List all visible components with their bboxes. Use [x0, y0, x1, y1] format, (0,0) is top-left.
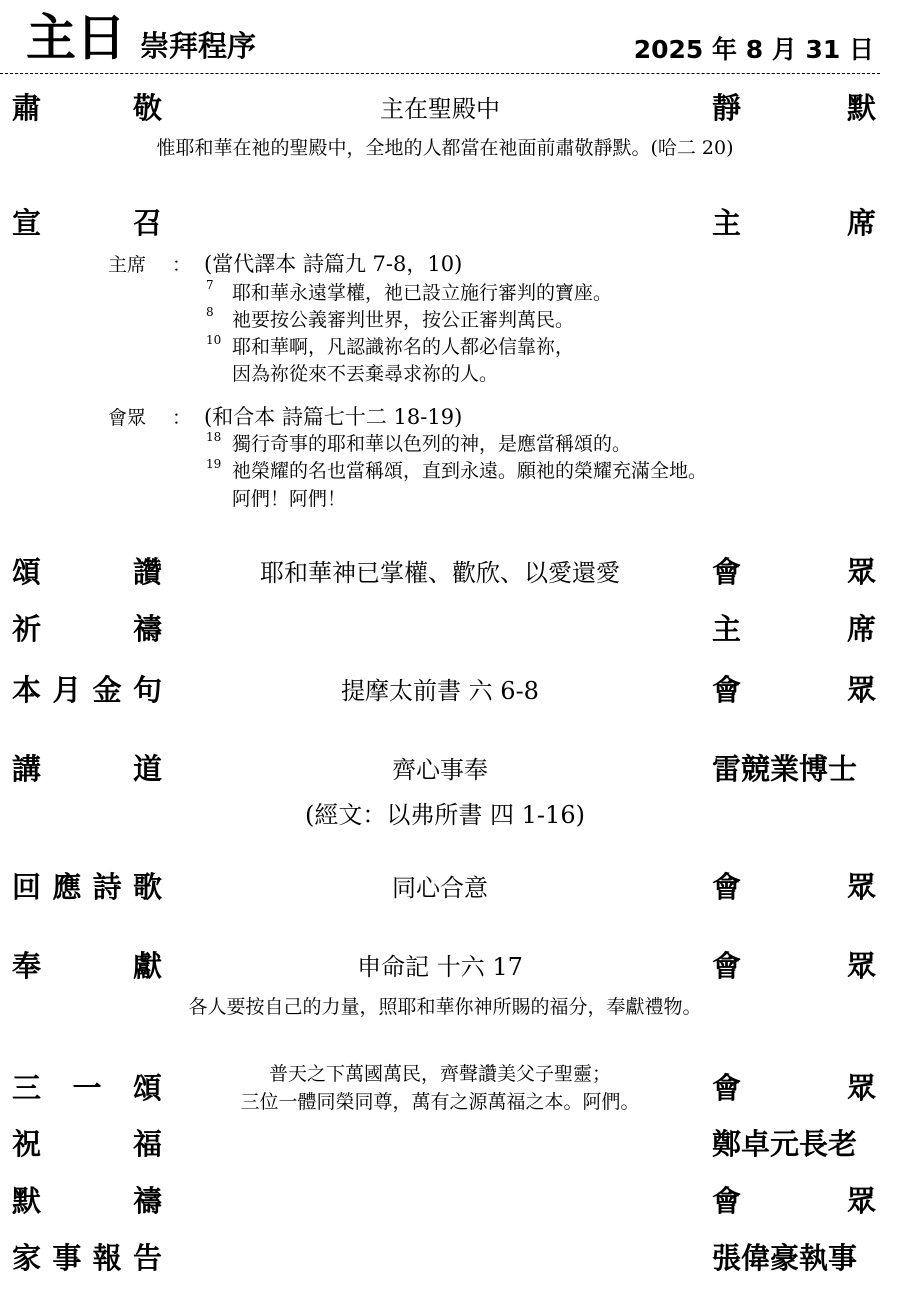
- item-title: 主在聖殿中: [380, 94, 500, 123]
- item-title: 耶和華神已掌權、歡欣、以愛還愛: [260, 558, 620, 587]
- verse-text: 獨行奇事的耶和華以色列的神，是應當稱頌的。: [232, 433, 632, 455]
- service-date: 2025 年 8 月 31 日: [633, 35, 874, 64]
- item-silent-prayer: [0, 1177, 904, 1221]
- item-label: 家 事 報 告: [12, 1240, 162, 1275]
- sermon-scripture: (經文：以弗所書 四 1-16): [305, 801, 585, 829]
- item-golden-verse: [0, 666, 904, 710]
- page-title: 主日: [26, 9, 126, 67]
- item-leader: 會 眾: [712, 948, 876, 983]
- item-label: 肅 敬: [12, 90, 162, 125]
- item-leader: 靜 默: [712, 90, 876, 125]
- item-title: 同心合意: [392, 873, 488, 902]
- item-silence: [0, 84, 904, 128]
- item-label: 奉 獻: [12, 948, 162, 983]
- verse-number: 18: [206, 430, 222, 444]
- item-deacon: 張偉豪執事: [712, 1240, 858, 1275]
- verse-text: 祂榮耀的名也當稱頌，直到永遠。願祂的榮耀充滿全地。: [232, 460, 708, 482]
- verse-text: 祂要按公義審判世界，按公正審判萬民。: [232, 309, 575, 331]
- reading-leader-label: 主席: [108, 254, 147, 276]
- sermon-title: 齊心事奉: [392, 755, 488, 784]
- item-leader: 會 眾: [712, 672, 876, 707]
- reading-colon: ：: [172, 407, 192, 429]
- verse-text: 耶和華啊，凡認識祢名的人都必信靠祢，: [232, 336, 575, 358]
- item-announcements: [0, 1234, 904, 1278]
- item-benediction: [0, 1120, 904, 1164]
- item-label: 三 一 頌: [12, 1070, 162, 1105]
- item-label: 頌 讚: [12, 554, 162, 589]
- item-praise: [0, 548, 904, 592]
- item-label: 講 道: [12, 751, 162, 786]
- item-leader: 會 眾: [712, 1183, 876, 1218]
- reading-congregation-label: 會眾: [108, 407, 147, 429]
- item-call: [0, 199, 904, 243]
- item-sermon: [0, 745, 904, 789]
- verse-number: 8: [206, 305, 214, 319]
- item-leader: 會 眾: [712, 554, 876, 589]
- item-preacher: 雷競業博士: [712, 751, 858, 786]
- item-label: 祈 禱: [12, 611, 162, 646]
- verse-text: 阿們！阿們！: [232, 488, 347, 510]
- reading-leader-ref: (當代譯本 詩篇九 7-8，10): [204, 252, 463, 276]
- item-minister: 鄭卓元長老: [712, 1126, 858, 1161]
- item-response: [0, 863, 904, 907]
- item-label: 本 月 金 句: [12, 672, 162, 707]
- item-prayer: [0, 605, 904, 649]
- item-title: 申命記 十六 17: [357, 952, 523, 981]
- item-title: 提摩太前書 六 6-8: [341, 676, 539, 705]
- item-label: 回 應 詩 歌: [12, 869, 162, 904]
- silence-note: 惟耶和華在祂的聖殿中，全地的人都當在祂面前肅敬靜默。(哈二 20): [156, 137, 734, 159]
- item-label: 宣 召: [12, 205, 162, 240]
- item-leader: 主 席: [712, 205, 876, 240]
- item-label: 祝 福: [12, 1126, 162, 1161]
- verse-number: 10: [206, 333, 222, 347]
- reading-congregation-ref: (和合本 詩篇七十二 18-19): [204, 405, 463, 429]
- page-subtitle: 崇拜程序: [140, 29, 257, 63]
- item-leader: 會 眾: [712, 1070, 876, 1105]
- verse-number: 7: [206, 278, 214, 292]
- doxology-lyric-line-1: 普天之下萬國萬民，齊聲讚美父子聖靈；: [268, 1063, 611, 1085]
- item-label: 默 禱: [12, 1183, 162, 1218]
- verse-text: 因為祢從來不丟棄尋求祢的人。: [232, 363, 499, 385]
- item-leader: 主 席: [712, 611, 876, 646]
- offering-note: 各人要按自己的力量，照耶和華你神所賜的福分，奉獻禮物。: [188, 996, 702, 1018]
- verse-number: 19: [206, 457, 222, 471]
- header-divider: [0, 73, 880, 74]
- item-offering: [0, 942, 904, 986]
- doxology-lyric-line-2: 三位一體同榮同尊，萬有之源萬福之本。阿們。: [240, 1091, 640, 1113]
- reading-colon: ：: [172, 254, 192, 276]
- verse-text: 耶和華永遠掌權，祂已設立施行審判的寶座。: [232, 282, 613, 304]
- item-leader: 會 眾: [712, 869, 876, 904]
